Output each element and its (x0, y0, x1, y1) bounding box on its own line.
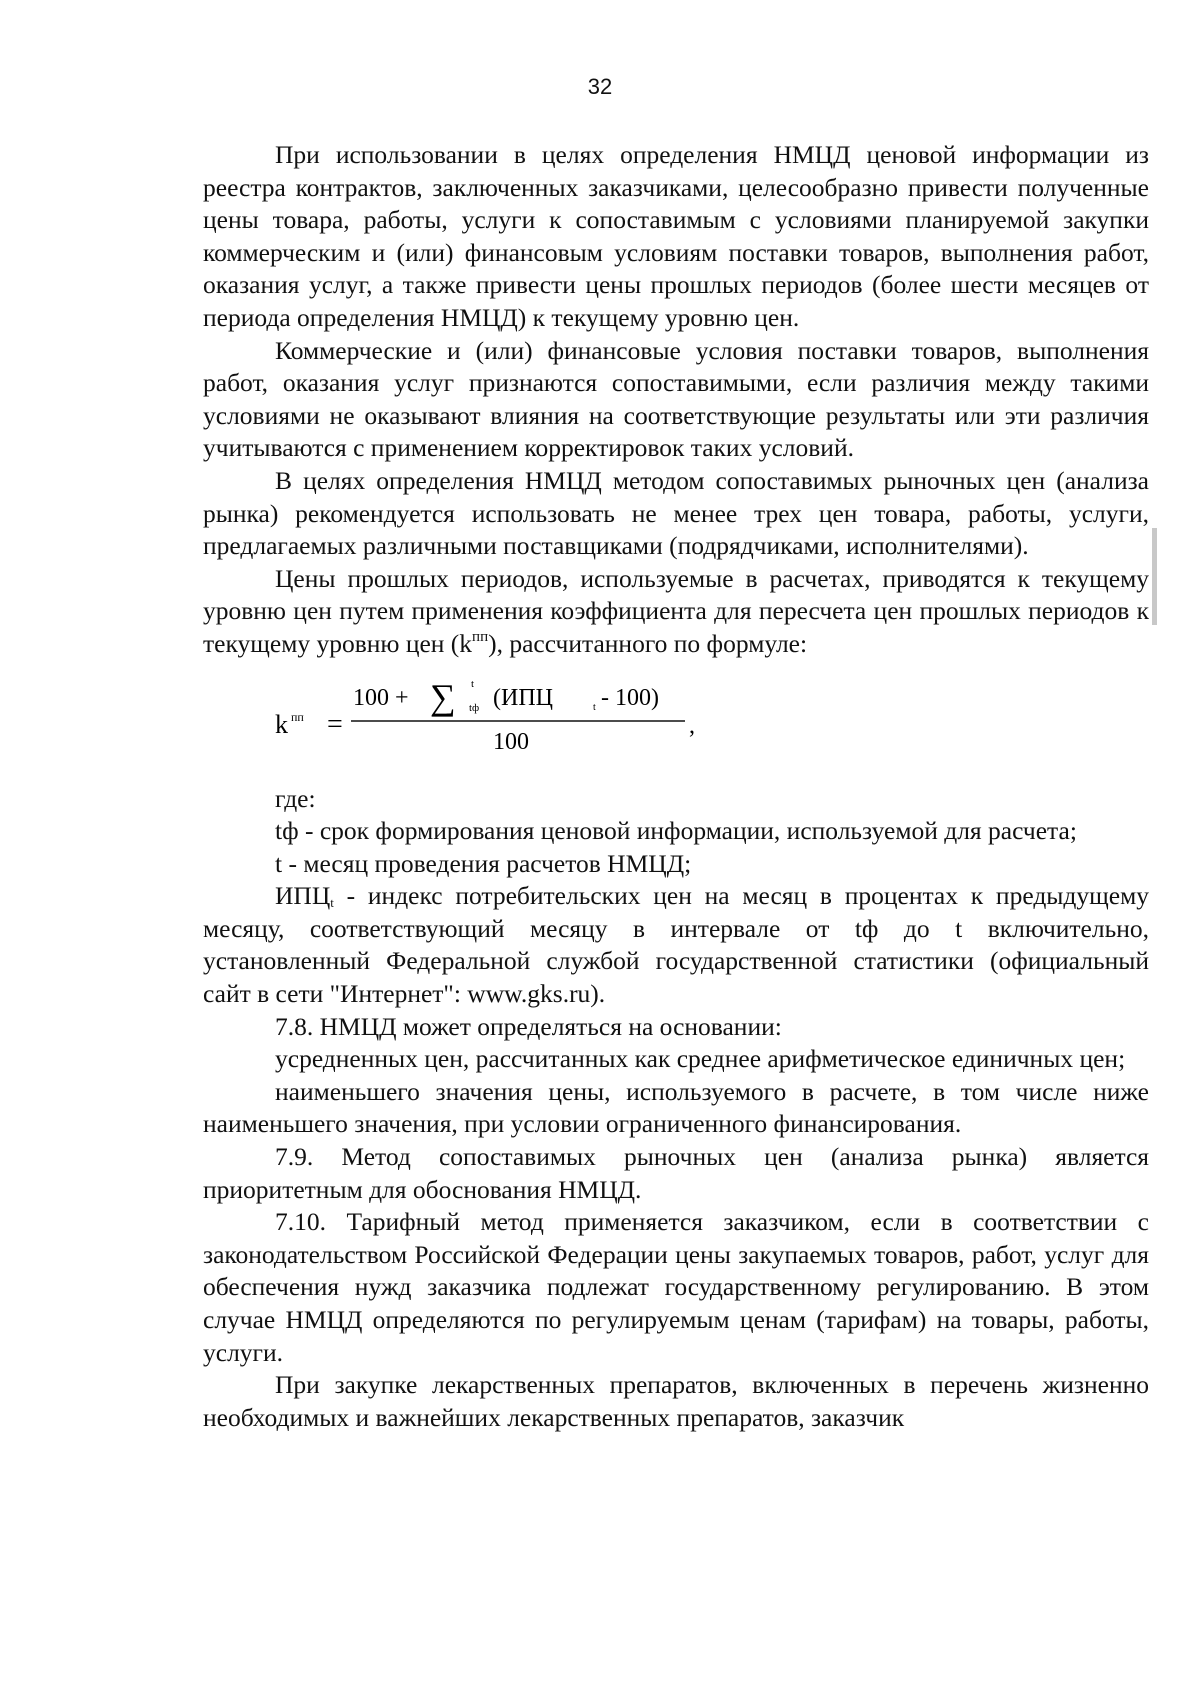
formula-lhs-superscript: пп (291, 709, 304, 724)
formula-sigma-lower: tф (469, 701, 480, 714)
section-7-10: 7.10. Тарифный метод применяется заказчиком, если в соответствии с законодательством Российской Федерации цены закупаемых товаров, работ, услуг для обеспечения нужд заказчика подлежат государственному регулированию. В этом случае НМЦД определяются по регулируемым ценам (тарифам) на товары, работы, услуги. (203, 1207, 1149, 1367)
document-body (203, 139, 1149, 1434)
definition-t: t - месяц проведения расчетов НМЦД; (275, 848, 692, 878)
page-number: 32 (587, 74, 613, 99)
formula-ipc: (ИПЦ (493, 684, 553, 711)
formula-trailing-comma: , (689, 712, 695, 739)
formula-denominator: 100 (493, 728, 529, 755)
formula-block (203, 665, 1149, 783)
paragraph-past-prices (203, 563, 1149, 661)
where-label: где: (275, 783, 316, 813)
formula-sigma-upper: t (471, 677, 475, 690)
formula-lhs: k (275, 709, 288, 739)
paragraph-market-analysis: В целях определения НМЦД методом сопоставимых рыночных цен (анализа рынка) рекомендуется использовать не менее трех цен товара, работы, услуги, предлагаемых различными поставщиками (подрядчиками, исполнителями). (203, 465, 1149, 561)
section-7-8: 7.8. НМЦД может определяться на основании: (275, 1011, 782, 1041)
formula-ipc-subscript: t (593, 701, 596, 713)
formula-sigma: ∑ (430, 676, 456, 717)
paragraph-medicines: При закупке лекарственных препаратов, включенных в перечень жизненно необходимых и важнейших лекарственных препаратов, заказчик (203, 1370, 1149, 1432)
paragraph-comparable-conditions: Коммерческие и (или) финансовые условия поставки товаров, выполнения работ, оказания услуг признаются сопоставимыми, если различия между такими условиями не оказывают влияния на соответствующие результаты или эти различия учитываются с применением корректировок таких условий. (203, 335, 1149, 463)
definition-ipc (203, 880, 1149, 1010)
coefficient-superscript: пп (472, 628, 489, 645)
ipc-subscript: t (330, 895, 334, 911)
section-7-9: 7.9. Метод сопоставимых рыночных цен (анализа рынка) является приоритетным для обоснования НМЦД. (203, 1142, 1149, 1204)
ipc-definition-text: - индекс потребительских цен на месяц в процентах к предыдущему месяцу, соответствующий месяцу в интервале от tф до t включительно, установленный Федеральной службой государственной статистики (официальный сайт в сети "Интернет": www.gks.ru). (203, 881, 1149, 1009)
formula-equals: = (327, 708, 343, 740)
paragraph-past-prices-text: Цены прошлых периодов, используемые в расчетах, приводятся к текущему уровню цен путем применения коэффициента для пересчета цен прошлых периодов к текущему уровню цен (k (203, 563, 1149, 658)
coefficient-formula (273, 671, 793, 771)
definition-tf: tф - срок формирования ценовой информации, используемой для расчета; (275, 816, 1077, 846)
scrollbar-thumb[interactable] (1152, 528, 1157, 625)
formula-numerator-start: 100 + (353, 684, 409, 711)
paragraph-price-info-registry: При использовании в целях определения НМЦД ценовой информации из реестра контрактов, заключенных заказчиками, целесообразно привести полученные цены товара, работы, услуги к сопоставимым с условиями планируемой закупки коммерческим и (или) финансовым условиям поставки товаров, выполнения работ, оказания услуг, а также привести цены прошлых периодов (более шести месяцев от периода определения НМЦД) к текущему уровню цен. (203, 140, 1149, 332)
item-average-prices: усредненных цен, рассчитанных как среднее арифметическое единичных цен; (275, 1044, 1126, 1074)
ipc-label: ИПЦ (275, 881, 331, 911)
formula-numerator-end: - 100) (601, 684, 659, 711)
paragraph-past-prices-tail: ), рассчитанного по формуле: (488, 628, 808, 658)
item-lowest-price: наименьшего значения цены, используемого в расчете, в том числе ниже наименьшего значения, при условии ограниченного финансирования. (203, 1076, 1149, 1139)
